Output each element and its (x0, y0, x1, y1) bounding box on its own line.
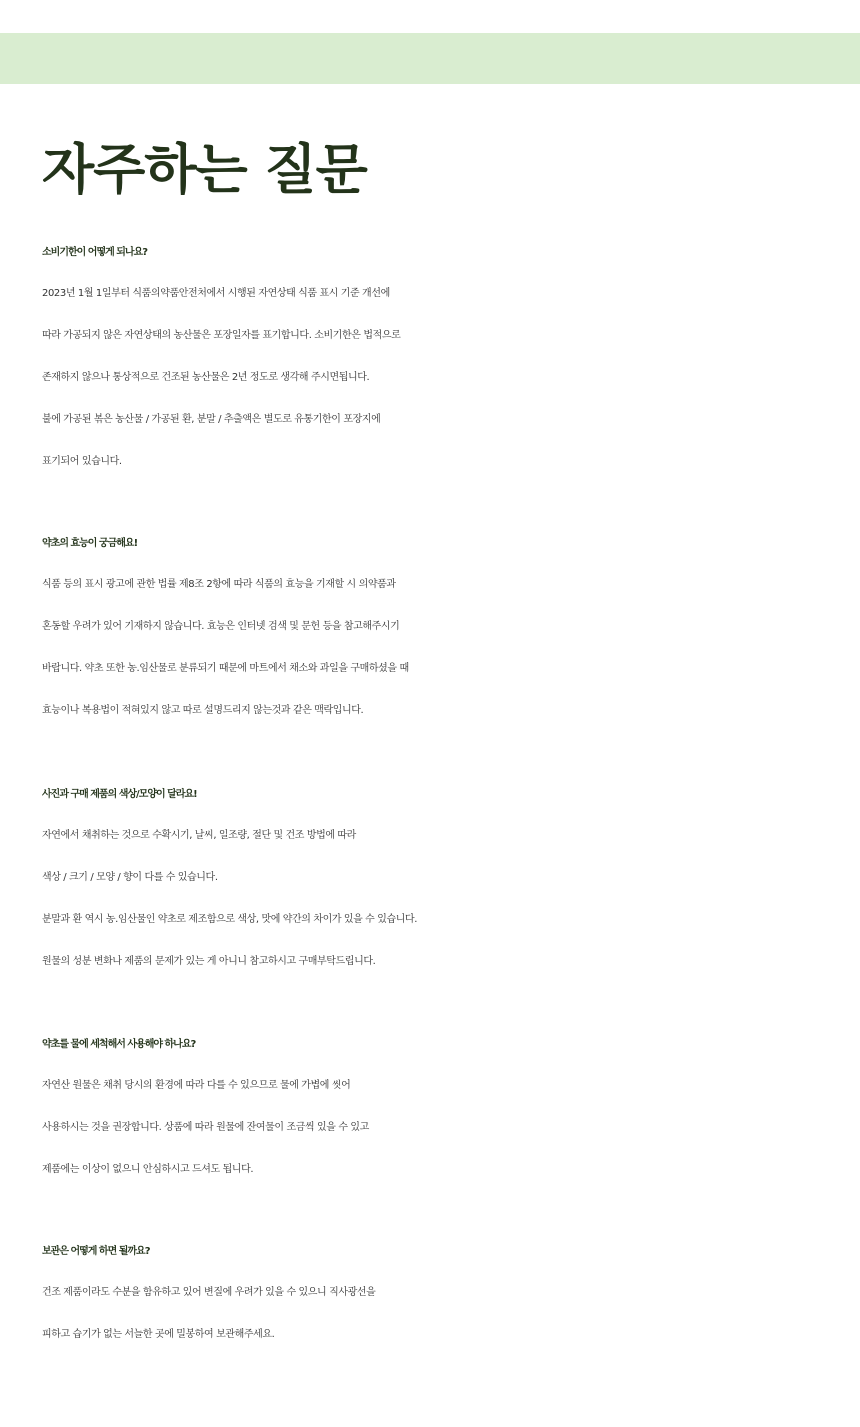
answer-line: 바랍니다. 약초 또한 농.임산물로 분류되기 때문에 마트에서 채소와 과일을 구매하셨을 때 (42, 663, 409, 674)
faq-answer (42, 815, 860, 983)
answer-line: 건조 제품이라도 수분을 함유하고 있어 변질에 우려가 있을 수 있으니 직사광선을 (42, 1287, 376, 1298)
answer-line: 제품에는 이상이 없으니 안심하시고 드셔도 됩니다. (42, 1164, 254, 1175)
faq-item-expiration (42, 233, 860, 483)
faq-answer (42, 273, 860, 483)
top-banner-band (0, 33, 860, 84)
answer-line: 존재하지 않으나 통상적으로 건조된 농산물은 2년 정도로 생각해 주시면됩니다. (42, 372, 370, 383)
answer-line: 자연에서 채취하는 것으로 수확시기, 날씨, 일조량, 절단 및 건조 방법에 따라 (42, 830, 356, 841)
faq-question: 사진과 구매 제품의 색상/모양이 달라요! (42, 789, 197, 800)
answer-line: 2023년 1월 1일부터 식품의약품안전처에서 시행된 자연상태 식품 표시 기준 개선에 (42, 288, 390, 299)
answer-line: 자연산 원물은 채취 당시의 환경에 따라 다를 수 있으므로 물에 가볍에 씻어 (42, 1080, 351, 1091)
answer-line: 분말과 환 역시 농.임산물인 약초로 제조함으로 색상, 맛에 약간의 차이가 있을 수 있습니다. (42, 914, 418, 925)
answer-line: 표기되어 있습니다. (42, 456, 122, 467)
answer-line: 혼동할 우려가 있어 기재하지 않습니다. 효능은 인터넷 검색 및 문헌 등을 참고해주시기 (42, 621, 400, 632)
answer-line: 사용하시는 것을 권장합니다. 상품에 따라 원물에 잔여물이 조금씩 있을 수 있고 (42, 1122, 369, 1133)
faq-item-color-shape (42, 775, 860, 983)
faq-item-efficacy (42, 524, 860, 732)
answer-line: 불에 가공된 볶은 농산물 / 가공된 환, 분말 / 추출액은 별도로 유통기한이 포장지에 (42, 414, 381, 425)
answer-line: 효능이나 복용법이 적혀있지 않고 따로 설명드리지 않는것과 같은 맥락입니다. (42, 705, 364, 716)
answer-line: 따라 가공되지 않은 자연상태의 농산물은 포장일자를 표기합니다. 소비기한은 법적으로 (42, 330, 401, 341)
faq-question: 약초의 효능이 궁금해요! (42, 538, 138, 549)
page-title: 자주하는 질문 (42, 138, 367, 201)
answer-line: 식품 등의 표시 광고에 관한 법률 제8조 2항에 따라 식품의 효능을 기재할 시 의약품과 (42, 579, 396, 590)
faq-item-storage (42, 1232, 860, 1356)
faq-question: 소비기한이 어떻게 되나요? (42, 247, 148, 258)
faq-answer (42, 1272, 860, 1356)
faq-answer (42, 564, 860, 732)
faq-question: 약초를 물에 세척해서 사용해야 하나요? (42, 1039, 196, 1050)
faq-answer (42, 1065, 860, 1191)
faq-item-washing (42, 1025, 860, 1191)
answer-line: 색상 / 크기 / 모양 / 향이 다를 수 있습니다. (42, 872, 218, 883)
answer-line: 피하고 습기가 없는 서늘한 곳에 밀봉하여 보관해주세요. (42, 1329, 275, 1340)
answer-line: 원물의 성분 변화나 제품의 문제가 있는 게 아니니 참고하시고 구매부탁드립니다. (42, 956, 376, 967)
faq-question: 보관은 어떻게 하면 될까요? (42, 1246, 150, 1257)
